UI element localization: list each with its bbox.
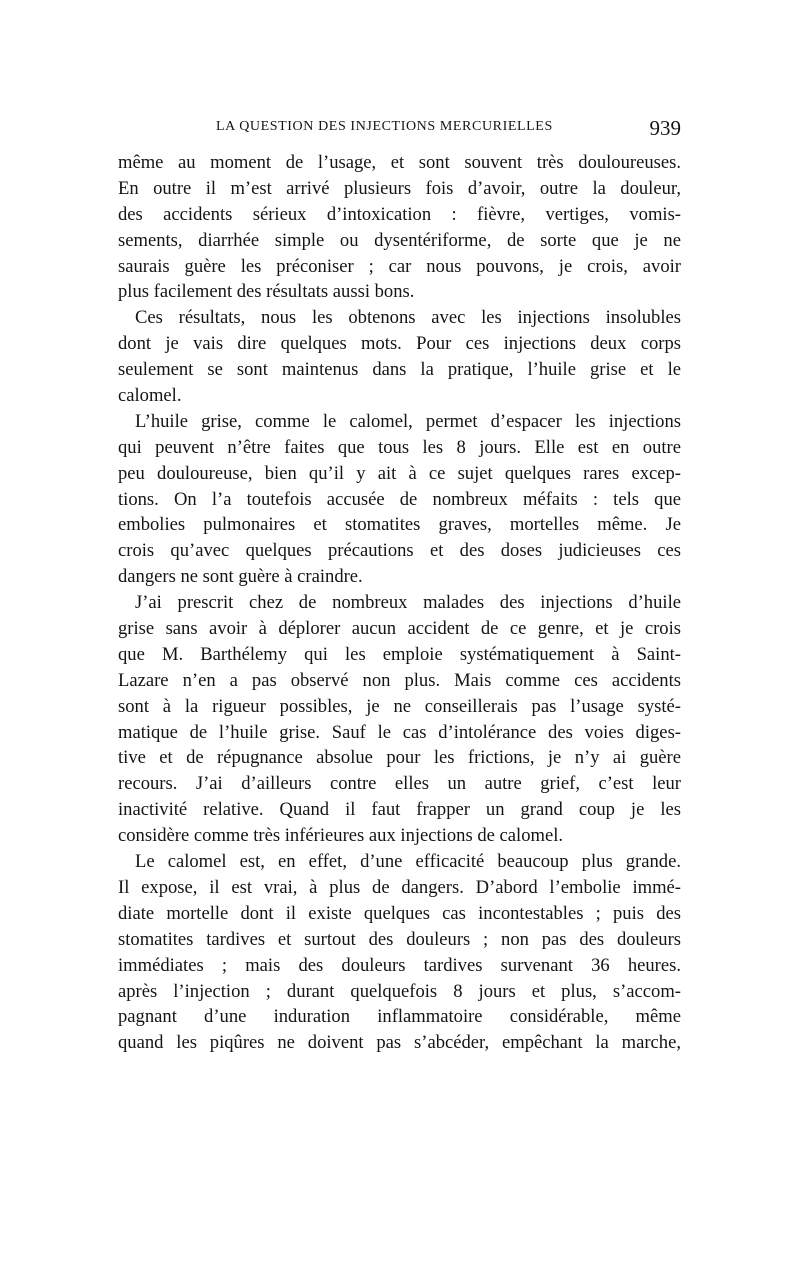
text-line: plus facilement des résultats aussi bons.	[118, 281, 415, 303]
running-title: LA QUESTION DES INJECTIONS MERCURIELLES	[216, 119, 553, 134]
text-line: des accidents sérieux d’intoxication : fièvre, vertiges, vomis-	[118, 203, 681, 225]
text-line: embolies pulmonaires et stomatites graves, mortelles même. Je	[118, 514, 681, 536]
text-line: après l’injection ; durant quelquefois 8 jours et plus, s’accom-	[118, 980, 681, 1002]
text-line: qui peuvent n’être faites que tous les 8 jours. Elle est en outre	[118, 436, 681, 458]
body-text	[118, 150, 681, 1056]
text-line: En outre il m’est arrivé plusieurs fois d’avoir, outre la douleur,	[118, 177, 681, 199]
text-line: diate mortelle dont il existe quelques cas incontestables ; puis des	[118, 902, 681, 924]
text-line: pagnant d’une induration inflammatoire considérable, même	[118, 1006, 681, 1028]
text-line: saurais guère les préconiser ; car nous pouvons, je crois, avoir	[118, 255, 681, 277]
text-line: peu douloureuse, bien qu’il y ait à ce sujet quelques rares excep-	[118, 462, 681, 484]
text-line: quand les piqûres ne doivent pas s’abcéder, empêchant la marche,	[118, 1032, 681, 1054]
text-line: Ces résultats, nous les obtenons avec les injections insolubles	[135, 307, 681, 329]
running-head	[118, 116, 681, 140]
text-line: sont à la rigueur possibles, je ne conseillerais pas l’usage systé-	[118, 695, 681, 717]
text-line: tions. On l’a toutefois accusée de nombreux méfaits : tels que	[118, 488, 681, 510]
text-line: considère comme très inférieures aux injections de calomel.	[118, 825, 564, 847]
text-line: stomatites tardives et surtout des douleurs ; non pas des douleurs	[118, 928, 681, 950]
text-line: tive et de répugnance absolue pour les frictions, je n’y ai guère	[118, 747, 681, 769]
text-line: recours. J’ai d’ailleurs contre elles un autre grief, c’est leur	[118, 773, 681, 795]
text-line: immédiates ; mais des douleurs tardives survenant 36 heures.	[118, 954, 681, 976]
text-line: Lazare n’en a pas observé non plus. Mais comme ces accidents	[118, 669, 681, 691]
text-line: J’ai prescrit chez de nombreux malades des injections d’huile	[135, 592, 681, 614]
text-line: calomel.	[118, 385, 182, 407]
text-line: même au moment de l’usage, et sont souvent très douloureuses.	[118, 152, 681, 173]
text-line: Le calomel est, en effet, d’une efficacité beaucoup plus grande.	[135, 851, 681, 873]
text-line: dont je vais dire quelques mots. Pour ces injections deux corps	[118, 333, 681, 355]
text-line: que M. Barthélemy qui les emploie systématiquement à Saint-	[118, 643, 681, 665]
text-line: matique de l’huile grise. Sauf le cas d’intolérance des voies diges-	[118, 721, 681, 743]
text-line: grise sans avoir à déplorer aucun accident de ce genre, et je crois	[118, 618, 681, 640]
text-line: inactivité relative. Quand il faut frapper un grand coup je les	[118, 799, 681, 821]
text-line: L’huile grise, comme le calomel, permet d’espacer les injections	[135, 410, 681, 432]
text-line: Il expose, il est vrai, à plus de dangers. D’abord l’embolie immé-	[118, 876, 681, 898]
text-line: dangers ne sont guère à craindre.	[118, 566, 363, 588]
text-line: crois qu’avec quelques précautions et des doses judicieuses ces	[118, 540, 681, 562]
text-line: sements, diarrhée simple ou dysentériforme, de sorte que je ne	[118, 229, 681, 251]
text-line: seulement se sont maintenus dans la pratique, l’huile grise et le	[118, 359, 681, 381]
page-number: 939	[649, 116, 681, 140]
